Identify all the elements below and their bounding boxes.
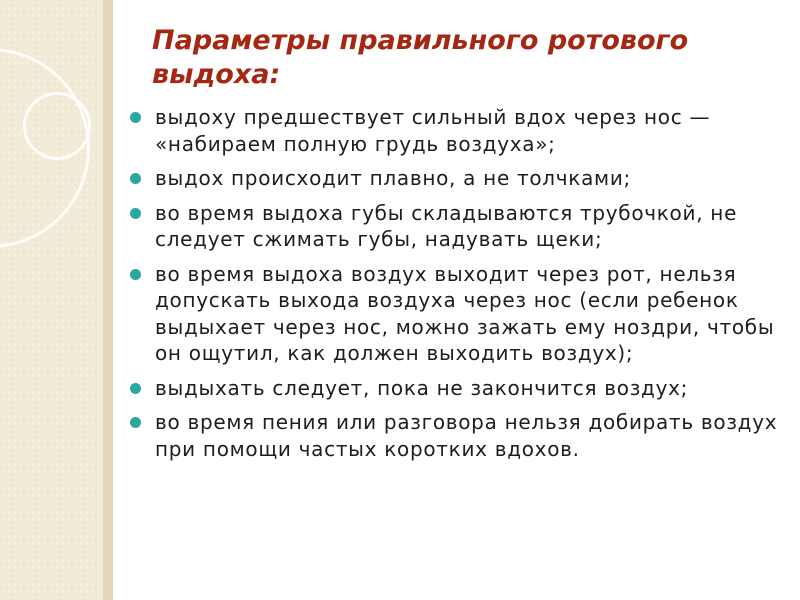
slide-title: Параметры правильного ротового выдоха: — [152, 25, 689, 90]
bullet-text: во время выдоха губы складываются трубочкой, не следует сжимать губы, надувать щеки; — [155, 200, 738, 251]
bullet-item — [128, 375, 778, 402]
bullet-item — [128, 165, 778, 192]
bullet-text: выдыхать следует, пока не закончится воздух; — [155, 375, 689, 400]
bullet-item — [128, 104, 778, 157]
bullet-dot-icon — [130, 383, 141, 394]
bullet-text: выдох происходит плавно, а не толчками; — [155, 166, 631, 190]
bullet-item — [128, 261, 778, 367]
bullet-item — [128, 409, 778, 462]
bullet-text: выдоху предшествует сильный вдох через нос — «набираем полную грудь воздуха»; — [155, 105, 711, 156]
bullet-list — [128, 104, 778, 470]
bullet-dot-icon — [130, 269, 141, 280]
bullet-item — [128, 200, 778, 253]
bullet-dot-icon — [130, 173, 141, 184]
bullet-text: во время выдоха воздух выходит через рот, нельзя допускать выхода воздуха через нос (если ребенок выдыхает через нос, можно зажать ему ноздри, чтобы он ощутил, как должен выходить воздух); — [155, 261, 775, 365]
bullet-dot-icon — [130, 417, 141, 428]
bullet-dot-icon — [130, 112, 141, 123]
bullet-text: во время пения или разговора нельзя добирать воздух при помощи частых коротких вдохов. — [155, 410, 778, 461]
decorative-ring-small — [23, 92, 91, 160]
decorative-side-stripe — [103, 0, 113, 600]
bullet-dot-icon — [130, 208, 141, 219]
